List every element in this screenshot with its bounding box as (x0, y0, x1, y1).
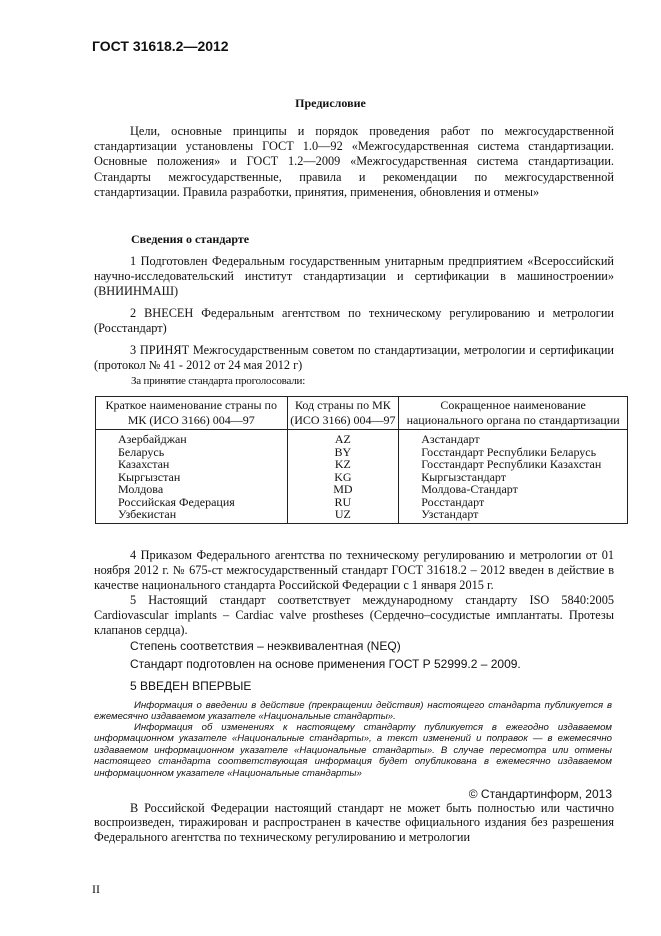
voting-countries-table (95, 396, 628, 524)
country-cell: Казахстан (96, 458, 288, 471)
body-cell: Росстандарт (399, 496, 628, 509)
body-cell: Кыргызстандарт (399, 471, 628, 484)
country-cell: Российская Федерация (96, 496, 288, 509)
column-header-country: Краткое наименование страны по МК (ИСО 3166) 004—97 (96, 397, 288, 430)
code-cell: AZ (287, 430, 399, 446)
info-heading: Сведения о стандарте (131, 232, 250, 246)
page-number: II (92, 882, 100, 896)
column-header-code: Код страны по МК (ИСО 3166) 004—97 (287, 397, 399, 430)
voted-label: За принятие стандарта проголосовали: (131, 375, 306, 387)
table-header-row (96, 397, 628, 430)
info-item-6: 5 ВВЕДЕН ВПЕРВЫЕ (130, 679, 252, 693)
country-cell: Азербайджан (96, 430, 288, 446)
copyright-notice: © Стандартинформ, 2013 (468, 787, 612, 801)
conformity-degree: Степень соответствия – неэквивалентная (NEQ) (130, 639, 401, 653)
info-item-3: 3 ПРИНЯТ Межгосударственным советом по стандартизации, метрологии и сертификации (протокол № 41 - 2012 от 24 мая 2012 г) (94, 343, 614, 373)
foreword-title: Предисловие (295, 96, 366, 110)
table-row (96, 483, 628, 496)
table-row (96, 430, 628, 446)
notice-changes: Информация об изменениях к настоящему стандарту публикуется в ежегодно издаваемом информационном указателе «Национальные стандарты», а текст изменений и поправок — в ежемесячно издаваемом информационном указателе «Национальные стандарты». В случае пересмотра или отмены настоящего стандарта соответствующая информация будет опубликована в ежемесячно издаваемом информационном указателе «Национальные стандарты» (94, 722, 612, 779)
document-code: ГОСТ 31618.2—2012 (92, 38, 229, 54)
info-item-1: 1 Подготовлен Федеральным государственным унитарным предприятием «Всероссийский научно-исследовательский институт стандартизации и сертификации в машиностроении» (ВНИИНМАШ) (94, 254, 614, 299)
table-row (96, 508, 628, 523)
foreword-intro: Цели, основные принципы и порядок проведения работ по межгосударственной стандартизации установлены ГОСТ 1.0—92 «Межгосударственная система стандартизации. Основные положения» и ГОСТ 1.2—2009 «Межгосударственная система стандартизации. Стандарты межгосударственные, правила и рекомендации по межгосударственной стандартизации. Правила разработки, принятия, применения, обновления и отмены» (94, 124, 614, 199)
country-cell: Кыргызстан (96, 471, 288, 484)
body-cell: Молдова-Стандарт (399, 483, 628, 496)
body-cell: Госстандарт Республики Беларусь (399, 446, 628, 459)
code-cell: MD (287, 483, 399, 496)
code-cell: RU (287, 496, 399, 509)
body-cell: Азстандарт (399, 430, 628, 446)
body-cell: Узстандарт (399, 508, 628, 523)
code-cell: KZ (287, 458, 399, 471)
code-cell: KG (287, 471, 399, 484)
country-cell: Узбекистан (96, 508, 288, 523)
code-cell: BY (287, 446, 399, 459)
column-header-body: Сокращенное наименование национального органа по стандартизации (399, 397, 628, 430)
info-item-4: 4 Приказом Федерального агентства по техническому регулированию и метрологии от 01 ноября 2012 г. № 675-ст межгосударственный стандарт ГОСТ 31618.2 – 2012 введен в действие в качестве национального стандарта Российской Федерации с 1 января 2015 г. (94, 548, 614, 593)
table-row (96, 458, 628, 471)
table-row (96, 471, 628, 484)
body-cell: Госстандарт Республики Казахстан (399, 458, 628, 471)
country-cell: Молдова (96, 483, 288, 496)
notice-introduction: Информация о введении в действие (прекращении действия) настоящего стандарта публикуется в ежемесячно издаваемом указателе «Национальные стандарты». (94, 700, 612, 723)
code-cell: UZ (287, 508, 399, 523)
info-item-5: 5 Настоящий стандарт соответствует международному стандарту ISO 5840:2005 Cardiovascular implants – Cardiac valve prostheses (Сердечно–сосудистые имплантаты. Протезы клапанов сердца). (94, 593, 614, 638)
reproduction-restriction: В Российской Федерации настоящий стандарт не может быть полностью или частично воспроизведен, тиражирован и распространен в качестве официального издания без разрешения Федерального агентства по техническому регулированию и метрологии (94, 801, 614, 844)
info-item-2: 2 ВНЕСЕН Федеральным агентством по техническому регулированию и метрологии (Росстандарт) (94, 306, 614, 336)
basis-statement: Стандарт подготовлен на основе применения ГОСТ Р 52999.2 – 2009. (130, 657, 521, 671)
country-cell: Беларусь (96, 446, 288, 459)
